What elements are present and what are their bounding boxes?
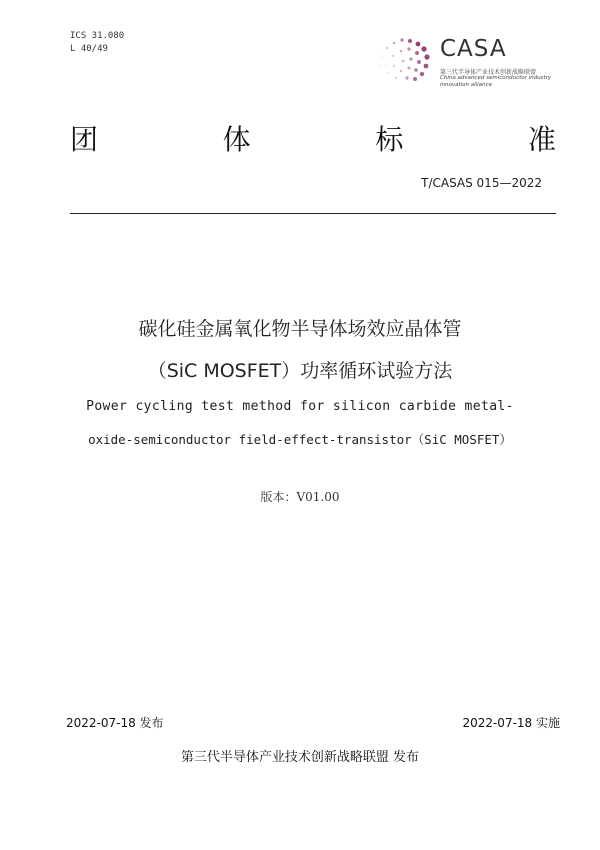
publisher: 第三代半导体产业技术创新战略联盟 发布: [180, 750, 420, 765]
issue-date: 2022-07-18 发布: [66, 716, 164, 730]
standard-type-char: 标: [375, 123, 404, 156]
ics-code: ICS 31.080: [70, 31, 125, 41]
standard-type-char: 准: [527, 123, 556, 156]
casa-logo: [374, 34, 564, 90]
logo-english-line1: China advanced semiconductor industry: [440, 75, 552, 81]
implementation-date: 2022-07-18 实施: [462, 716, 560, 730]
logo-english-line2: innovation alliance: [440, 82, 492, 88]
title-english-line1: Power cycling test method for silicon carbide metal-: [86, 399, 514, 414]
standard-type-char: 体: [222, 123, 251, 156]
version-label: 版本：V01.00: [260, 490, 340, 504]
logo-name: CASA: [440, 36, 507, 62]
classification-codes: [70, 30, 124, 56]
document-number: T/CASAS 015—2022: [421, 176, 542, 190]
standard-type-heading: [70, 118, 556, 158]
title-chinese-line2: （SiC MOSFET）功率循环试验方法: [147, 360, 453, 382]
title-chinese-line1: 碳化硅金属氧化物半导体场效应晶体管: [138, 318, 462, 340]
title-english-line2: oxide-semiconductor field-effect-transistor（SiC MOSFET）: [88, 432, 512, 447]
ccs-code: L 40/49: [70, 44, 108, 54]
casa-logo-mark: [374, 34, 438, 90]
logo-chinese-text: 第三代半导体产业技术创新战略联盟: [440, 69, 537, 76]
standard-type-char: 团: [70, 123, 99, 156]
header-divider: [70, 213, 556, 214]
